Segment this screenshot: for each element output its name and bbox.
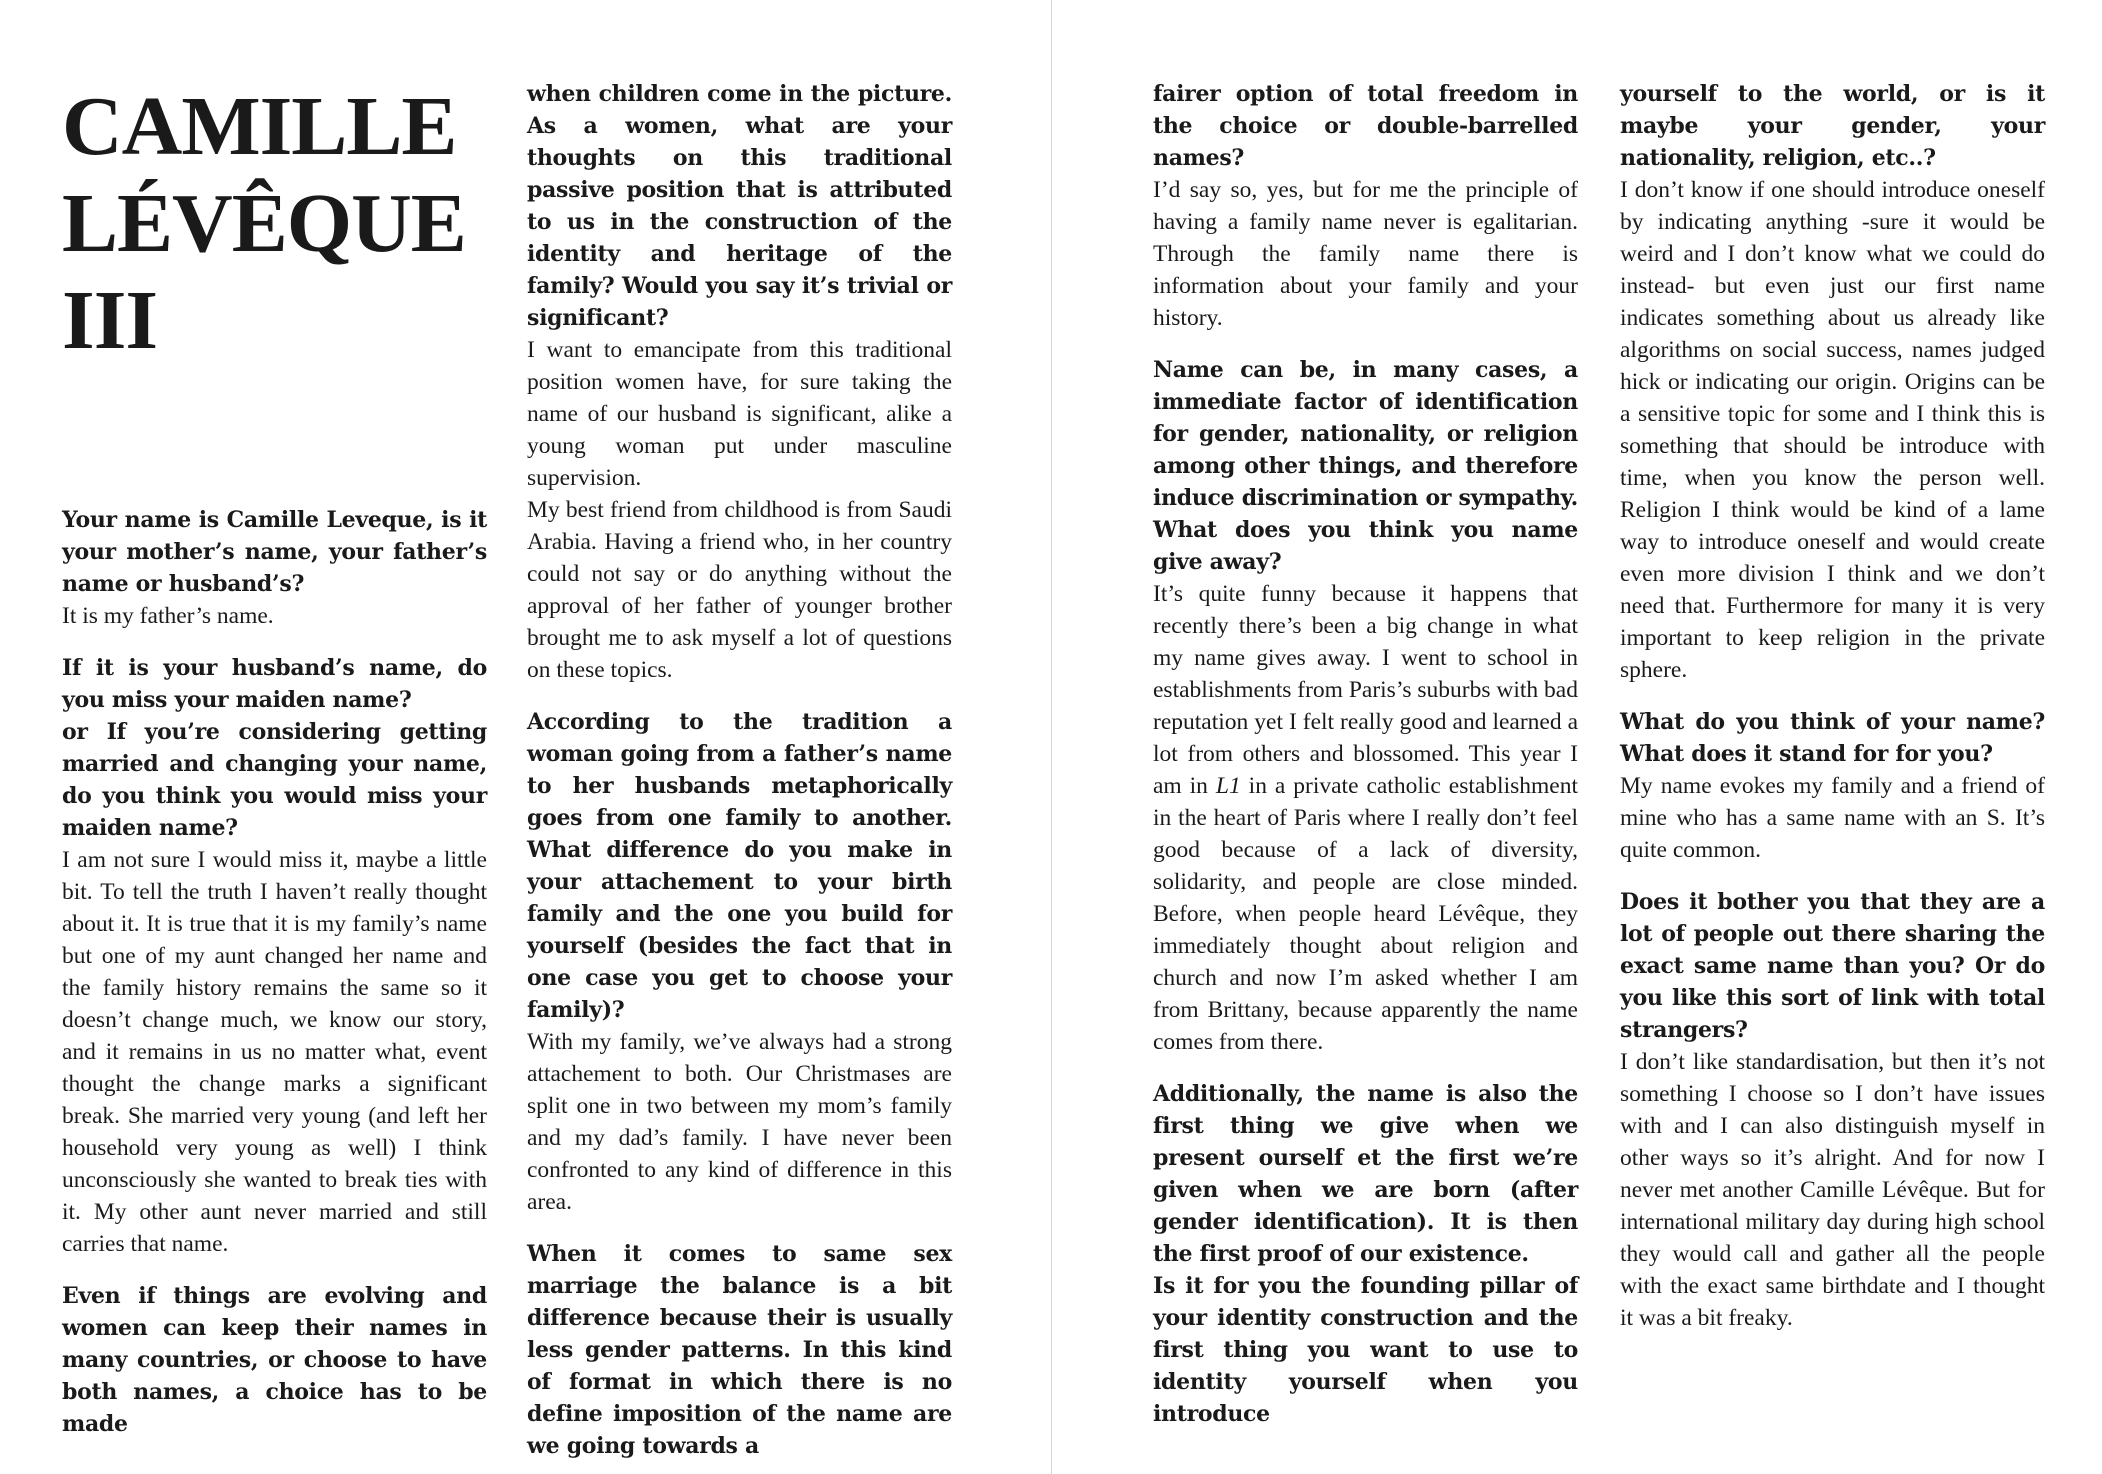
question-5-end: fairer option of total freedom in the choice or double-barrelled names? <box>1153 81 1578 171</box>
answer-2: I am not sure I would miss it, maybe a little bit. To tell the truth I haven’t really thought about it. It is true that it is my family’s name but one of my aunt changed her name and the family history remains the same so it doesn’t change much, we know our story, and it remains in us no matter what, event thought the change marks a significant break. She married very young (and left her household very young as well) I think unconsciously she wanted to break ties with it. My other aunt never married and still carries that name. <box>62 847 487 1257</box>
question-4: According to the tradition a woman going from a father’s name to her husbands metaphorically goes from one family to another. What difference do you make in your attachement to your birth family and the one you build for yourself (besides the fact that in one case you get to choose your family)? <box>527 709 952 1023</box>
column-3 <box>1153 78 1578 1430</box>
answer-6-part-1: It’s quite funny because it happens that recently there’s been a big change in what my name gives away. I went to school in establishments from Paris’s suburbs with bad reputation yet I felt really good and learned a lot from others and blossomed. This year I am in <box>1153 581 1578 799</box>
answer-7: I don’t know if one should introduce oneself by indicating anything -sure it would be weird and I don’t know what we could do instead- but even just our first name indicates something about us already like algorithms on social success, names judged hick or indicating our origin. Origins can be a sensitive topic for some and I think this is something that should be introduce with time, when you know the person well. Religion I think would be kind of a lame way to introduce oneself and would create even more division I think and we don’t need that. Furthermore for many it is very important to keep religion in the private sphere. <box>1620 177 2045 683</box>
question-8: What do you think of your name? What does it stand for for you? <box>1620 709 2045 767</box>
title-line-1: CAMILLE <box>62 80 457 173</box>
answer-3a: I want to emancipate from this traditional position women have, for sure taking the name of our husband is significant, alike a young woman put under masculine supervision. <box>527 337 952 491</box>
question-2b: or If you’re considering getting married and changing your name, do you think you would miss your maiden name? <box>62 719 487 841</box>
question-2a: If it is your husband’s name, do you miss your maiden name? <box>62 655 487 713</box>
question-7b-end: yourself to the world, or is it maybe your gender, your nationality, religion, etc..? <box>1620 81 2045 171</box>
question-1: Your name is Camille Leveque, is it your mother’s name, your father’s name or husband’s? <box>62 507 487 597</box>
title-line-3: III <box>62 274 158 367</box>
answer-6 <box>1153 578 1578 1058</box>
column-2 <box>527 78 952 1462</box>
answer-5: I’d say so, yes, but for me the principle of having a family name never is egalitarian. Through the family name there is information about your family and your history. <box>1153 177 1578 331</box>
answer-6-italic: L1 <box>1215 773 1241 799</box>
question-3-start: Even if things are evolving and women can keep their names in many countries, or choose to have both names, a choice has to be made <box>62 1283 487 1437</box>
title-line-2: LÉVÊQUE <box>62 177 466 270</box>
answer-9: I don’t like standardisation, but then it’s not something I choose so I don’t have issues with and I can also distinguish myself in other ways so it’s alright. And for now I never met another Camille Lévêque. But for international military day during high school they would call and gather all the people with the exact same birthdate and I thought it was a bit freaky. <box>1620 1049 2045 1331</box>
answer-6-part-2: in a private catholic establishment in the heart of Paris where I really don’t feel good because of a lack of diversity, solidarity, and people are close minded. Before, when people heard Lévêque, they immediately thought about religion and church and now I’m asked whether I am from Brittany, because apparently the name comes from there. <box>1153 773 1578 1055</box>
question-6: Name can be, in many cases, a immediate factor of identification for gender, nationality, or religion among other things, and therefore induce discrimination or sympathy. What does you think you name give away? <box>1153 357 1578 575</box>
question-3-end: when children come in the picture. As a women, what are your thoughts on this traditional passive position that is attributed to us in the construction of the identity and heritage of the family? Would you say it’s trivial or significant? <box>527 81 952 331</box>
answer-4: With my family, we’ve always had a strong attachement to both. Our Christmases are split one in two between my mom’s family and my dad’s family. I have never been confronted to any kind of difference in this area. <box>527 1029 952 1215</box>
column-4 <box>1620 78 2045 1334</box>
page-gutter-divider <box>1051 0 1052 1474</box>
article-title <box>62 78 487 369</box>
answer-8: My name evokes my family and a friend of mine who has a same name with an S. It’s quite common. <box>1620 773 2045 863</box>
column-1 <box>62 78 487 1440</box>
question-7a: Additionally, the name is also the first thing we give when we present ourself et the first we’re given when we are born (after gender identification). It is then the first proof of our existence. <box>1153 1081 1578 1267</box>
question-7b-start: Is it for you the founding pillar of your identity construction and the first thing you want to use to identity yourself when you introduce <box>1153 1273 1578 1427</box>
answer-3b: My best friend from childhood is from Saudi Arabia. Having a friend who, in her country could not say or do anything without the approval of her father of younger brother brought me to ask myself a lot of questions on these topics. <box>527 497 952 683</box>
question-9: Does it bother you that they are a lot of people out there sharing the exact same name than you? Or do you like this sort of link with total strangers? <box>1620 889 2045 1043</box>
answer-1: It is my father’s name. <box>62 603 274 629</box>
question-5-start: When it comes to same sex marriage the balance is a bit difference because their is usually less gender patterns. In this kind of format in which there is no define imposition of the name are we going towards a <box>527 1241 952 1459</box>
